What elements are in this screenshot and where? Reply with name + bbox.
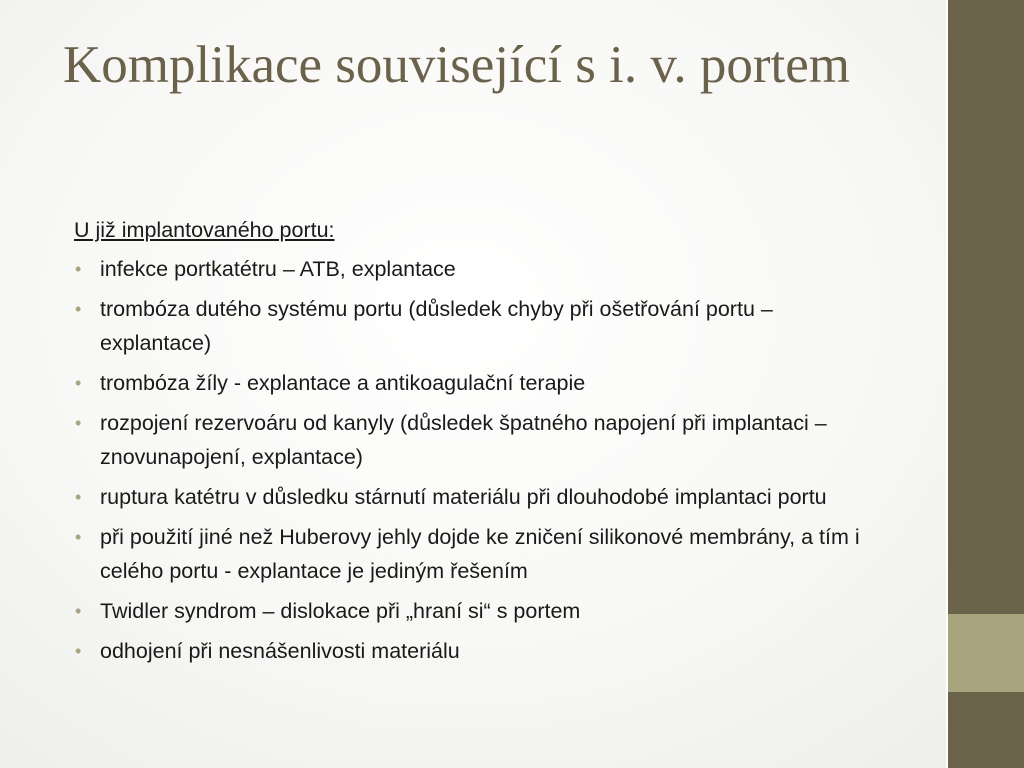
list-item-text: Twidler syndrom – dislokace při „hraní si“ s portem [100, 599, 581, 623]
list-item [74, 406, 874, 474]
bullet-icon: • [75, 299, 82, 319]
list-item [74, 634, 874, 668]
list-item-text: odhojení při nesnášenlivosti materiálu [100, 639, 460, 663]
list-item-text: při použití jiné než Huberovy jehly dojde ke zničení silikonové membrány, a tím i celého portu - explantace je jediným řešením [100, 525, 860, 583]
list-item-text: ruptura katétru v důsledku stárnutí materiálu při dlouhodobé implantaci portu [100, 485, 827, 509]
side-accent-block [948, 614, 1024, 692]
list-item-text: trombóza dutého systému portu (důsledek chyby při ošetřování portu – explantace) [100, 297, 773, 355]
bullet-icon: • [75, 527, 82, 547]
list-item [74, 594, 874, 628]
list-item [74, 480, 874, 514]
list-item-text: rozpojení rezervoáru od kanyly (důsledek špatného napojení při implantaci – znovunapojení, explantace) [100, 411, 827, 469]
list-item [74, 252, 874, 286]
bullet-icon: • [75, 259, 82, 279]
list-item-text: trombóza žíly - explantace a antikoagulační terapie [100, 371, 586, 395]
bullet-icon: • [75, 373, 82, 393]
subheading: U již implantovaného portu: [74, 218, 335, 242]
list-item-text: infekce portkatétru – ATB, explantace [100, 257, 456, 281]
list-item [74, 520, 874, 588]
bullet-icon: • [75, 601, 82, 621]
list-item [74, 292, 874, 360]
bullet-list [74, 252, 874, 668]
slide-title: Komplikace související s i. v. portem [63, 36, 851, 94]
list-item [74, 366, 874, 400]
bullet-icon: • [75, 413, 82, 433]
bullet-icon: • [75, 487, 82, 507]
bullet-icon: • [75, 641, 82, 661]
slide-content [74, 214, 874, 674]
